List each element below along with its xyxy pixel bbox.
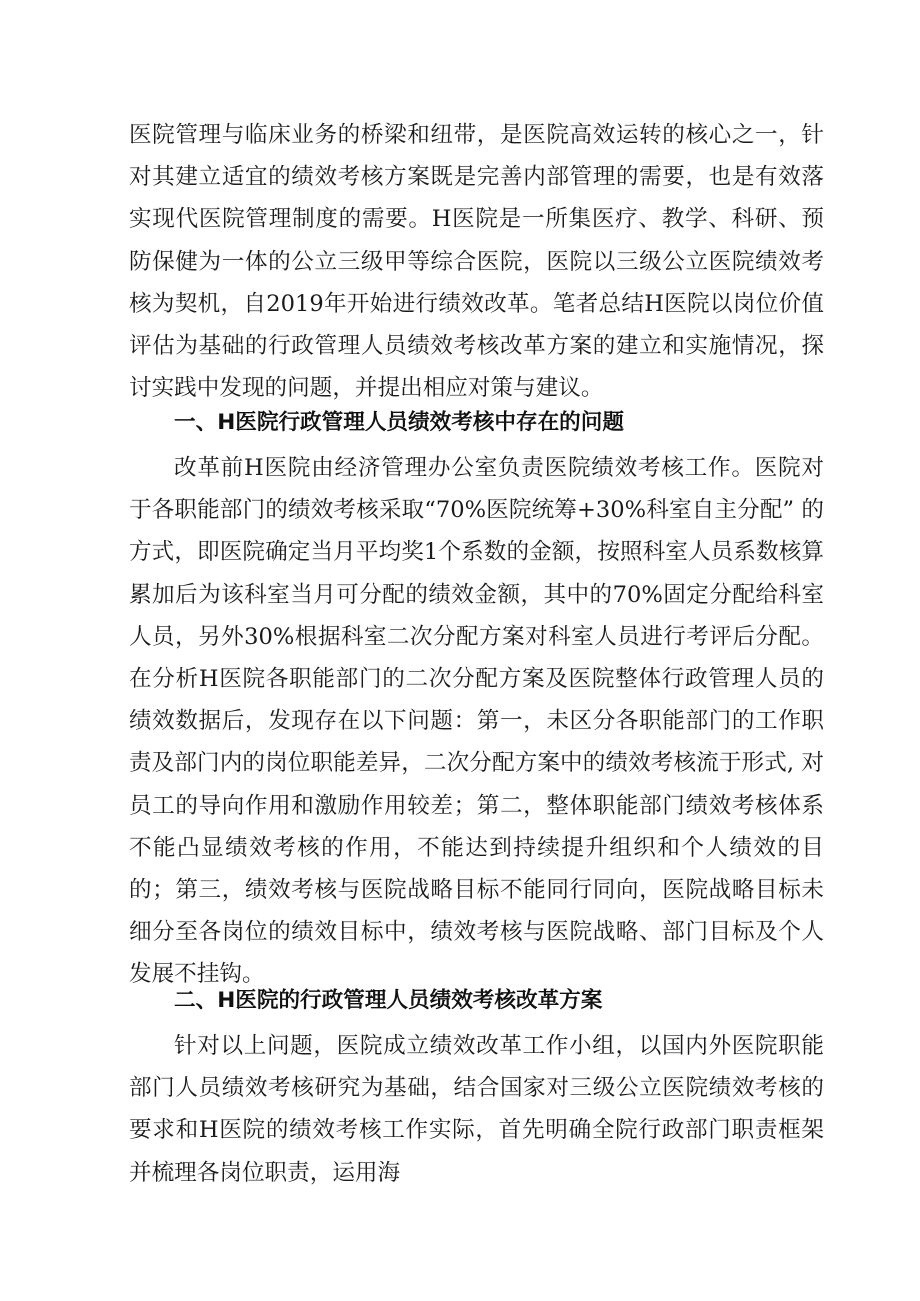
body-paragraph-reform-plan: 针对以上问题，医院成立绩效改革工作小组，以国内外医院职能部门人员绩效考核研究为基础，结合国家对三级公立医院绩效考核的要求和H医院的绩效考核工作实际，首先明确全院行政部门职责框架并梳理各岗位职责，运用海	[129, 1033, 824, 1186]
body-paragraph-intro: 医院管理与临床业务的桥梁和纽带，是医院高效运转的核心之一，针对其建立适宜的绩效考核方案既是完善内部管理的需要，也是有效落实现代医院管理制度的需要。H医院是一所集医疗、教学、科研、预防保健为一体的公立三级甲等综合医院，医院以三级公立医院绩效考核为契机，自2019年开始进行绩效改革。笔者总结H医院以岗位价值评估为基础的行政管理人员绩效考核改革方案的建立和实施情况，探讨实践中发现的问题，并提出相应对策与建议。	[129, 122, 824, 402]
body-paragraph-problems: 改革前H医院由经济管理办公室负责医院绩效考核工作。医院对于各职能部门的绩效考核采取“70%医院统筹+30%科室自主分配” 的方式，即医院确定当月平均奖1个系数的金额，按照科室人员系数核算累加后为该科室当月可分配的绩效金额，其中的70%固定分配给科室人员，另外30%根据科室二次分配方案对科室人员进行考评后分配。在分析H医院各职能部门的二次分配方案及医院整体行政管理人员的绩效数据后，发现存在以下问题：第一，未区分各职能部门的工作职责及部门内的岗位职能差异，二次分配方案中的绩效考核流于形式, 对员工的导向作用和激励作用较差；第二，整体职能部门绩效考核体系不能凸显绩效考核的作用，不能达到持续提升组织和个人绩效的目的；第三，绩效考核与医院战略目标不能同行同向，医院战略目标未细分至各岗位的绩效目标中，绩效考核与医院战略、部门目标及个人发展不挂钩。	[129, 455, 824, 988]
section-heading-problems: 一、H医院行政管理人员绩效考核中存在的问题	[174, 410, 624, 435]
section-heading-reform-plan: 二、H医院的行政管理人员绩效考核改革方案	[174, 988, 603, 1013]
